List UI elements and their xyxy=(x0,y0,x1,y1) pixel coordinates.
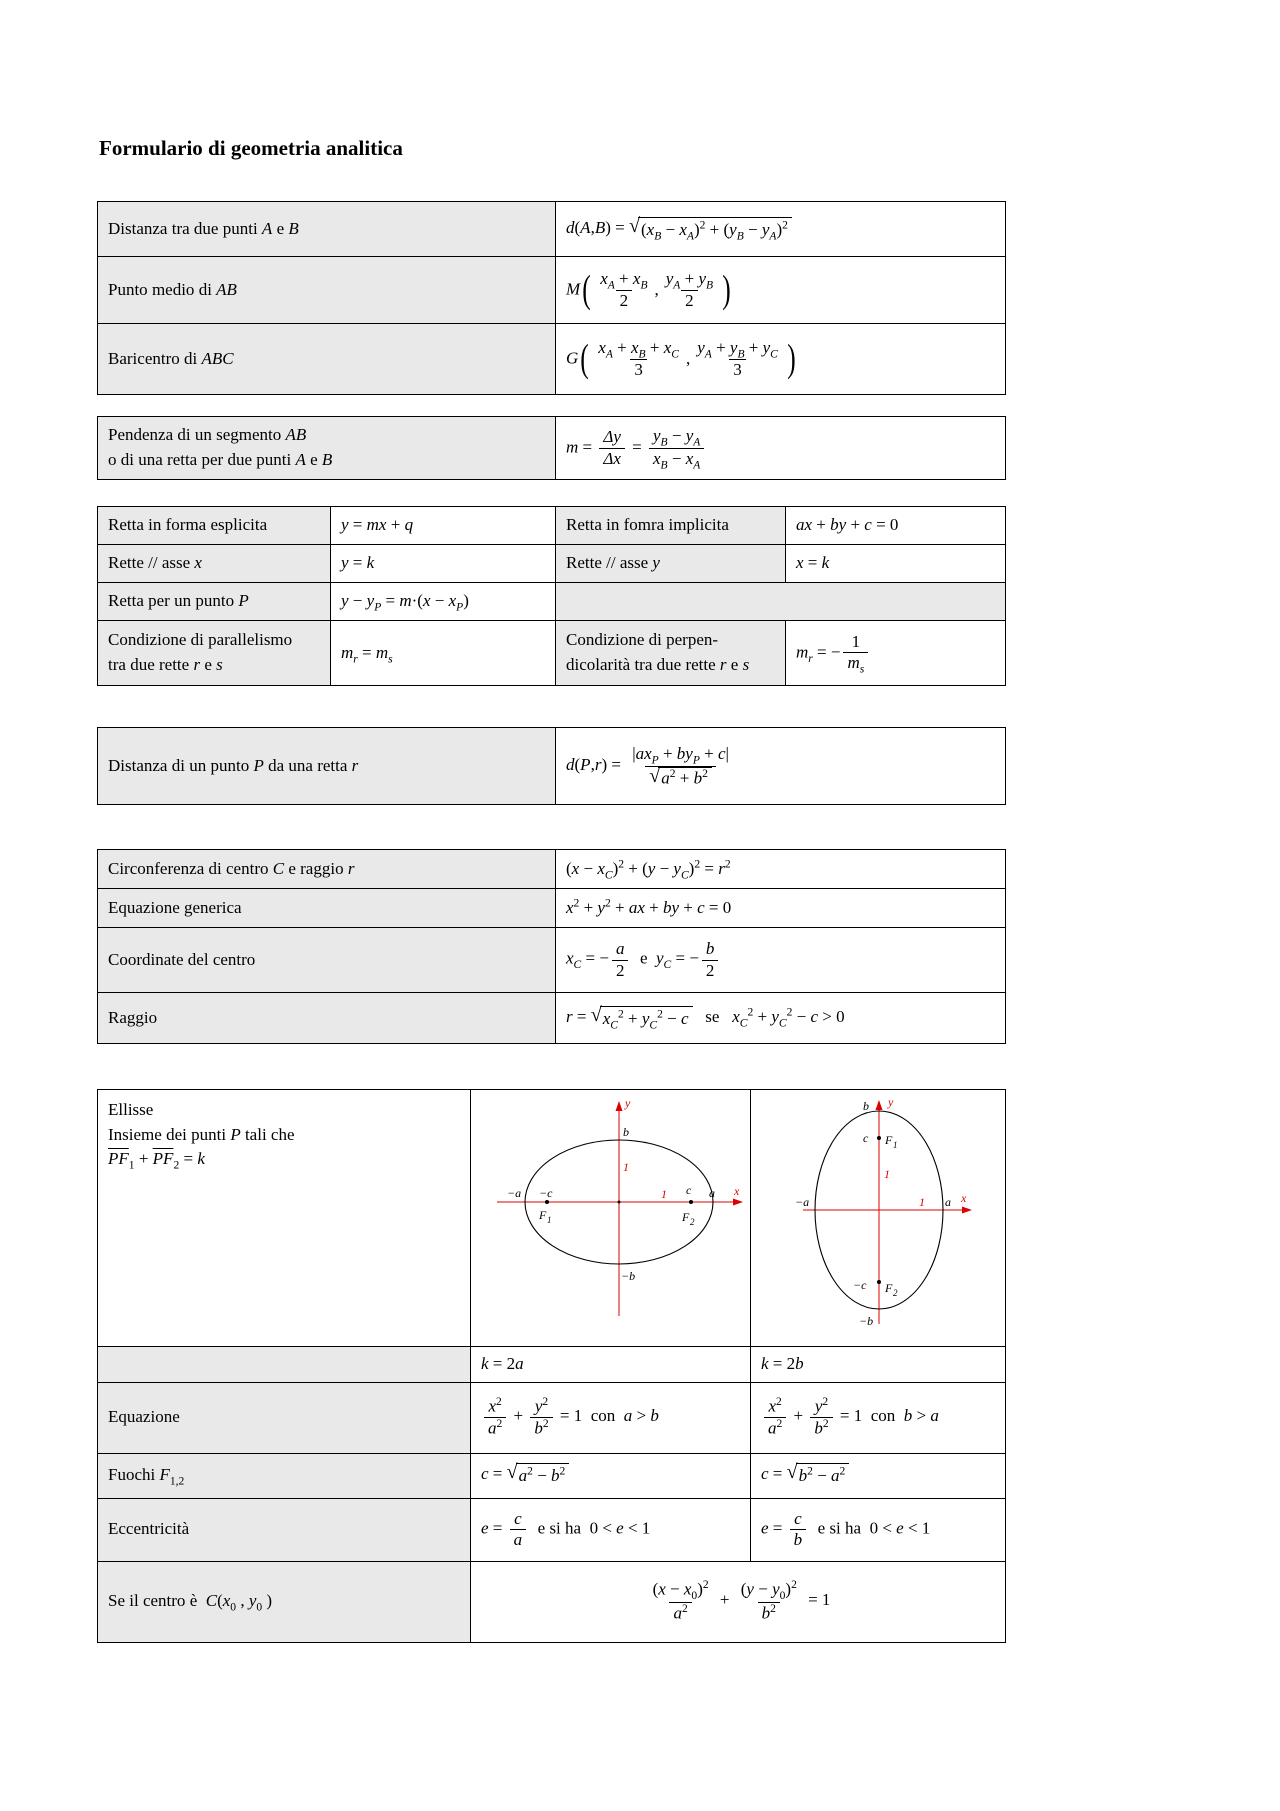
document-content xyxy=(97,0,1005,1643)
table-row xyxy=(98,583,1006,621)
table-row xyxy=(98,324,1006,395)
focus1-sub: 1 xyxy=(893,1140,898,1150)
empty-cell xyxy=(98,1346,471,1382)
c-label: c xyxy=(686,1183,692,1197)
label-cell: Retta in fomra implicita xyxy=(556,507,786,545)
label-cell: Circonferenza di centro C e raggio r xyxy=(98,850,556,889)
formula-cell: m = $\frac{\Delta y}{\Delta x}$ = $\frac{y_B - y_A}{x_B - x_A}$ xyxy=(556,417,1006,480)
table-row xyxy=(98,621,1006,686)
label-cell: Eccentricità xyxy=(98,1498,471,1561)
b-label: b xyxy=(623,1125,629,1139)
label-cell: Distanza di un punto P da una retta r xyxy=(98,728,556,805)
neg-c-label: −c xyxy=(853,1278,867,1292)
formula-cell: $m_r$ = − $\frac{1}{m_s}$ xyxy=(786,621,1006,686)
horizontal-ellipse-figure xyxy=(481,1094,751,1334)
formula-cell: e = $\frac{c}{a}$ e si ha 0 < e < 1 xyxy=(471,1498,751,1561)
neg-b-label: −b xyxy=(621,1269,636,1283)
formula-cell: r = √ $x_C^2 + y_C^2 - c$ se $x_C^2 + y_C^2 - c > 0$ xyxy=(556,993,1006,1044)
formula-cell: $y - y_P = m\cdot(x - x_P)$ xyxy=(331,583,556,621)
formula-cell: y = mx + q xyxy=(331,507,556,545)
y-tick-label: 1 xyxy=(884,1167,890,1181)
formula-cell: e = $\frac{c}{b}$ e si ha 0 < e < 1 xyxy=(751,1498,1006,1561)
x-axis-label: x xyxy=(734,1184,740,1198)
label-cell: Condizione di parallelismo tra due rette r e s xyxy=(98,621,331,686)
label-cell: Punto medio di AB xyxy=(98,257,556,324)
empty-cell xyxy=(556,583,1006,621)
table-row xyxy=(98,257,1006,324)
table-row xyxy=(98,507,1006,545)
label-cell: Rette // asse y xyxy=(556,545,786,583)
table-row xyxy=(98,1090,1006,1347)
x-tick-label: 1 xyxy=(661,1187,667,1201)
label-cell: Raggio xyxy=(98,993,556,1044)
label-cell: Coordinate del centro xyxy=(98,928,556,993)
table-row xyxy=(98,1561,1006,1642)
formula-cell: $x_C$ = − $\frac{a}{2}$ e $y_C$ = − $\frac{b}{2}$ xyxy=(556,928,1006,993)
table-row xyxy=(98,850,1006,889)
formula-cell: $(x - x_C)^2 + (y - y_C)^2 = r^2$ xyxy=(556,850,1006,889)
label-cell: Equazione xyxy=(98,1382,471,1453)
table-row xyxy=(98,545,1006,583)
focus2-label: F xyxy=(682,1210,690,1224)
label-cell: Condizione di perpen- dicolarità tra due rette r e s xyxy=(556,621,786,686)
x-axis-label: x xyxy=(961,1191,967,1205)
table-row xyxy=(98,1346,1006,1382)
formula-cell: ax + by + c = 0 xyxy=(786,507,1006,545)
table-row xyxy=(98,417,1006,480)
table-row xyxy=(98,202,1006,257)
label-cell: Baricentro di ABC xyxy=(98,324,556,395)
vertical-ellipse-figure xyxy=(761,1094,1006,1334)
formula-cell: x = k xyxy=(786,545,1006,583)
formula-cell: $x^2 + y^2$ + ax + by + c = 0 xyxy=(556,889,1006,928)
neg-a-label: −a xyxy=(507,1186,522,1200)
label-cell: Pendenza di un segmento AB o di una retta per due punti A e B xyxy=(98,417,556,480)
label-cell: Fuochi $F_{1,2}$ xyxy=(98,1453,471,1498)
table-row xyxy=(98,889,1006,928)
formula-cell: c = √ $a^2 - b^2$ xyxy=(471,1453,751,1498)
formula-cell: $m_r = m_s$ xyxy=(331,621,556,686)
table-row xyxy=(98,928,1006,993)
label-cell: Se il centro è $C(x_0$ , $y_0$ ) xyxy=(98,1561,471,1642)
a-label: a xyxy=(945,1195,951,1209)
circle-table xyxy=(97,849,1006,1044)
table-row xyxy=(98,993,1006,1044)
focus2-label: F xyxy=(885,1281,893,1295)
points-table xyxy=(97,201,1006,395)
neg-c-label: −c xyxy=(539,1186,553,1200)
table-row xyxy=(98,728,1006,805)
a-label: a xyxy=(709,1186,715,1200)
label-cell: Equazione generica xyxy=(98,889,556,928)
focus2-sub: 2 xyxy=(690,1217,695,1227)
figure-cell xyxy=(471,1090,751,1347)
y-tick-label: 1 xyxy=(623,1160,629,1174)
formula-cell: $\frac{(x - x_0)^2}{a^2}$ + $\frac{(y - y_0)^2}{b^2}$ = 1 xyxy=(471,1561,1006,1642)
y-axis-label: y xyxy=(625,1096,631,1110)
table-row xyxy=(98,1453,1006,1498)
formula-cell: k = 2a xyxy=(471,1346,751,1382)
x-tick-label: 1 xyxy=(919,1195,925,1209)
slope-table xyxy=(97,416,1006,480)
formula-cell: c = √ $b^2 - a^2$ xyxy=(751,1453,1006,1498)
focus2-sub: 2 xyxy=(893,1288,898,1298)
label-cell: Distanza tra due punti A e B xyxy=(98,202,556,257)
point-line-distance-table xyxy=(97,727,1006,805)
y-axis-label: y xyxy=(888,1095,894,1109)
formula-cell: d(A,B) = √ $(x_B - x_A)^2 + (y_B - y_A)^2$ xyxy=(556,202,1006,257)
neg-a-label: −a xyxy=(795,1195,810,1209)
formula-cell: G ( $\frac{x_A + x_B + x_C}{3}$ , $\frac{y_A + y_B + y_C}{3}$ ) xyxy=(556,324,1006,395)
focus1-label: F xyxy=(539,1208,547,1222)
ellipse-table xyxy=(97,1089,1006,1643)
neg-b-label: −b xyxy=(859,1314,874,1328)
table-row xyxy=(98,1498,1006,1561)
figure-cell xyxy=(751,1090,1006,1347)
label-cell: Rette // asse x xyxy=(98,545,331,583)
focus1-sub: 1 xyxy=(547,1215,552,1225)
c-label: c xyxy=(863,1131,869,1145)
table-row xyxy=(98,1382,1006,1453)
formula-cell: M ( $\frac{x_A + x_B}{2}$ , $\frac{y_A + y_B}{2}$ ) xyxy=(556,257,1006,324)
formula-cell: y = k xyxy=(331,545,556,583)
formula-cell: k = 2b xyxy=(751,1346,1006,1382)
label-cell: Retta in forma esplicita xyxy=(98,507,331,545)
label-cell: Retta per un punto P xyxy=(98,583,331,621)
focus1-label: F xyxy=(885,1133,893,1147)
page-title: Formulario di geometria analitica xyxy=(99,136,403,160)
ellipse-definition-cell: Ellisse Insieme dei punti P tali che $\overline{PF}_1 + \overline{PF}_2 = k$ xyxy=(98,1090,471,1347)
formula-cell: $\frac{x^2}{a^2}$ + $\frac{y^2}{b^2}$ = 1 con a > b xyxy=(471,1382,751,1453)
b-label: b xyxy=(863,1099,869,1113)
formula-cell: d(P,r) = $|ax_P + by_P + c|$ √ $a^2 + b^2$ xyxy=(556,728,1006,805)
lines-table xyxy=(97,506,1006,686)
formula-cell: $\frac{x^2}{a^2}$ + $\frac{y^2}{b^2}$ = 1 con b > a xyxy=(751,1382,1006,1453)
